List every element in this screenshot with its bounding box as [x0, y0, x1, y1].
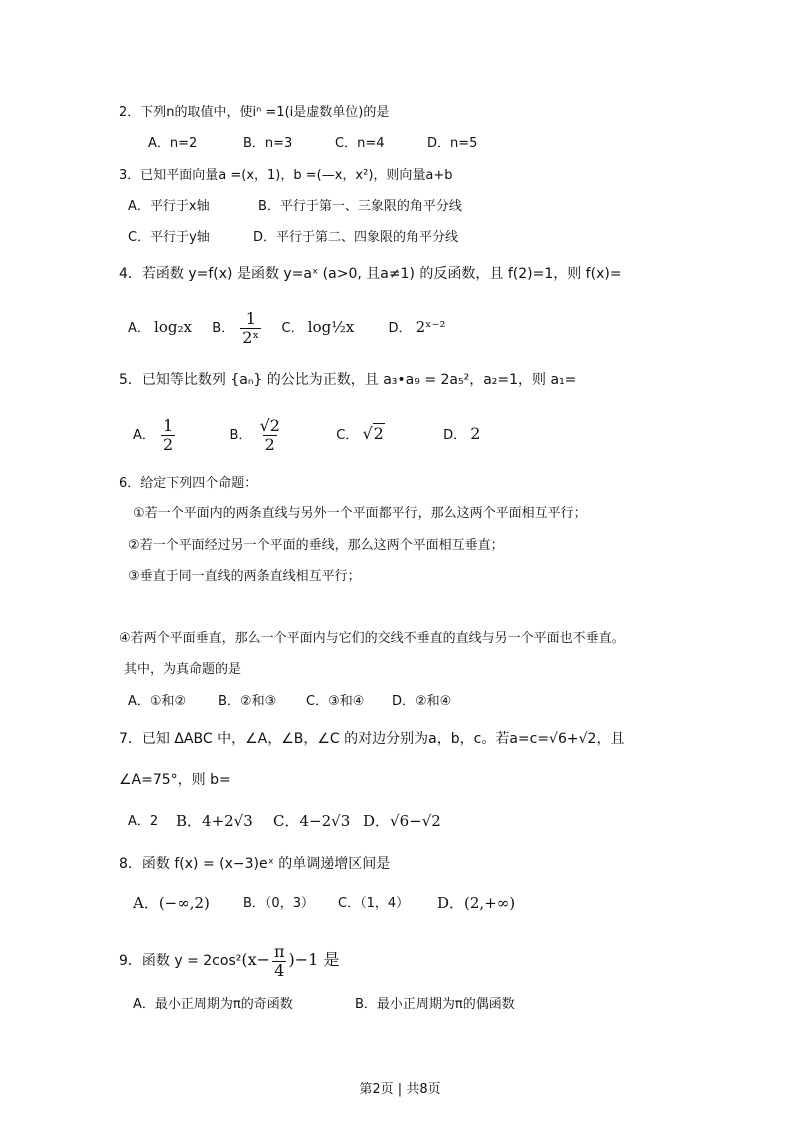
- q5-option-b-numerator: √2: [259, 416, 280, 435]
- q6-proposition-2: ②若一个平面经过另一个平面的垂线，那么这两个平面相互垂直；: [128, 538, 504, 553]
- q7-option-a: A．2: [128, 814, 159, 829]
- q9-stem-suffix: )−1 是: [288, 950, 340, 969]
- q7-option-d: D．√6−√2: [363, 812, 441, 830]
- q8-option-b: B．（0，3）: [243, 896, 314, 911]
- page-footer: 第2页 | 共8页: [359, 1082, 441, 1097]
- q5-option-c-label: C．: [336, 428, 359, 443]
- q3-option-b: B．平行于第一、三象限的角平分线: [258, 199, 462, 214]
- q4-option-b-denominator: 2ˣ: [242, 328, 260, 347]
- q7-option-b: B．4+2√3: [176, 812, 253, 830]
- q9-option-a: A．最小正周期为π的奇函数: [133, 997, 293, 1012]
- q8-option-a: A．(−∞,2): [133, 894, 210, 912]
- q6-option-a: A．①和②: [128, 694, 187, 709]
- q3-option-a: A．平行于x轴: [128, 199, 210, 214]
- q5-option-c-radicand: 2: [373, 424, 384, 443]
- q6-question: 其中，为真命题的是: [124, 662, 242, 677]
- q2-option-c: C．n=4: [335, 136, 385, 151]
- q9-option-b: B．最小正周期为π的偶函数: [355, 997, 515, 1012]
- q3-option-c: C．平行于y轴: [128, 230, 210, 245]
- q6-option-d: D．②和④: [392, 694, 452, 709]
- q9-pi-denominator: 4: [274, 960, 285, 980]
- q5-option-a-numerator: 1: [163, 416, 174, 435]
- q4-stem: 4．若函数 y=f(x) 是函数 y=aˣ (a>0, 且a≠1) 的反函数，且 f(2)=1，则 f(x)=: [119, 266, 622, 282]
- q2-stem: 2．下列n的取值中，使iⁿ =1(i是虚数单位)的是: [119, 105, 390, 120]
- q5-option-b-fraction: [258, 417, 282, 454]
- q3-option-d: D．平行于第二、四象限的角平分线: [253, 230, 459, 245]
- q5-option-a-fraction: [161, 417, 175, 454]
- q5-stem: 5．已知等比数列 {aₙ} 的公比为正数，且 a₃•a₉ = 2a₅²，a₂=1，则 a₁=: [119, 372, 577, 388]
- q6-option-b: B．②和③: [218, 694, 277, 709]
- q5-option-a-label: A．: [133, 428, 155, 443]
- q4-option-a-expr: log₂x: [154, 318, 192, 336]
- q8-option-d: D．(2,+∞): [437, 894, 516, 912]
- q6-option-c: C．③和④: [306, 694, 365, 709]
- q9-stem: [119, 938, 339, 983]
- q7-option-c: C．4−2√3: [273, 812, 351, 830]
- q3-stem: 3．已知平面向量a =(x，1)，b =(—x，x²)，则向量a+b: [119, 168, 453, 183]
- q7-stem-line1: 7．已知 ΔABC 中，∠A，∠B，∠C 的对边分别为a，b，c。若a=c=√6+√2，且: [119, 731, 625, 747]
- q4-option-b-label: B．: [212, 321, 235, 336]
- q4-option-d-expr: 2ˣ⁻²: [415, 318, 446, 336]
- q4-option-d-label: D．: [388, 321, 412, 336]
- q4-option-c-expr: log½x: [307, 318, 355, 336]
- q9-stem-prefix: 9．函数 y = 2cos²: [119, 953, 242, 969]
- q5-option-d-expr: 2: [470, 424, 481, 443]
- q5-options: [133, 412, 480, 458]
- q5-option-b-denominator: 2: [264, 435, 275, 454]
- q6-proposition-1: ①若一个平面内的两条直线与另外一个平面都平行，那么这两个平面相互平行；: [133, 506, 587, 521]
- q6-proposition-3: ③垂直于同一直线的两条直线相互平行；: [128, 569, 361, 584]
- q2-option-a: A．n=2: [148, 136, 198, 151]
- q6-stem: 6．给定下列四个命题：: [119, 476, 258, 491]
- q8-option-c: C．（1，4）: [338, 896, 410, 911]
- q7-stem-line2: ∠A=75°，则 b=: [119, 772, 231, 788]
- q5-option-a-denominator: 2: [163, 435, 174, 454]
- q2-option-d: D．n=5: [427, 136, 478, 151]
- q9-paren-left: (x−: [241, 950, 271, 969]
- q4-option-b-fraction: [240, 310, 261, 347]
- q8-stem: 8．函数 f(x) = (x−3)eˣ 的单调递增区间是: [119, 856, 391, 872]
- q4-option-b-numerator: 1: [245, 309, 256, 328]
- q9-pi-numerator: π: [274, 941, 285, 961]
- q9-pi-fraction: [272, 943, 287, 980]
- q6-proposition-4: ④若两个平面垂直，那么一个平面内与它们的交线不垂直的直线与另一个平面也不垂直。: [119, 631, 625, 646]
- q4-options: [128, 307, 445, 349]
- q4-option-c-label: C．: [281, 321, 304, 336]
- q5-option-d-label: D．: [443, 428, 467, 443]
- q5-option-b-label: B．: [229, 428, 252, 443]
- q5-option-c-sqrt: √2: [362, 424, 384, 443]
- q2-option-b: B．n=3: [243, 136, 293, 151]
- q4-option-a-label: A．: [128, 321, 150, 336]
